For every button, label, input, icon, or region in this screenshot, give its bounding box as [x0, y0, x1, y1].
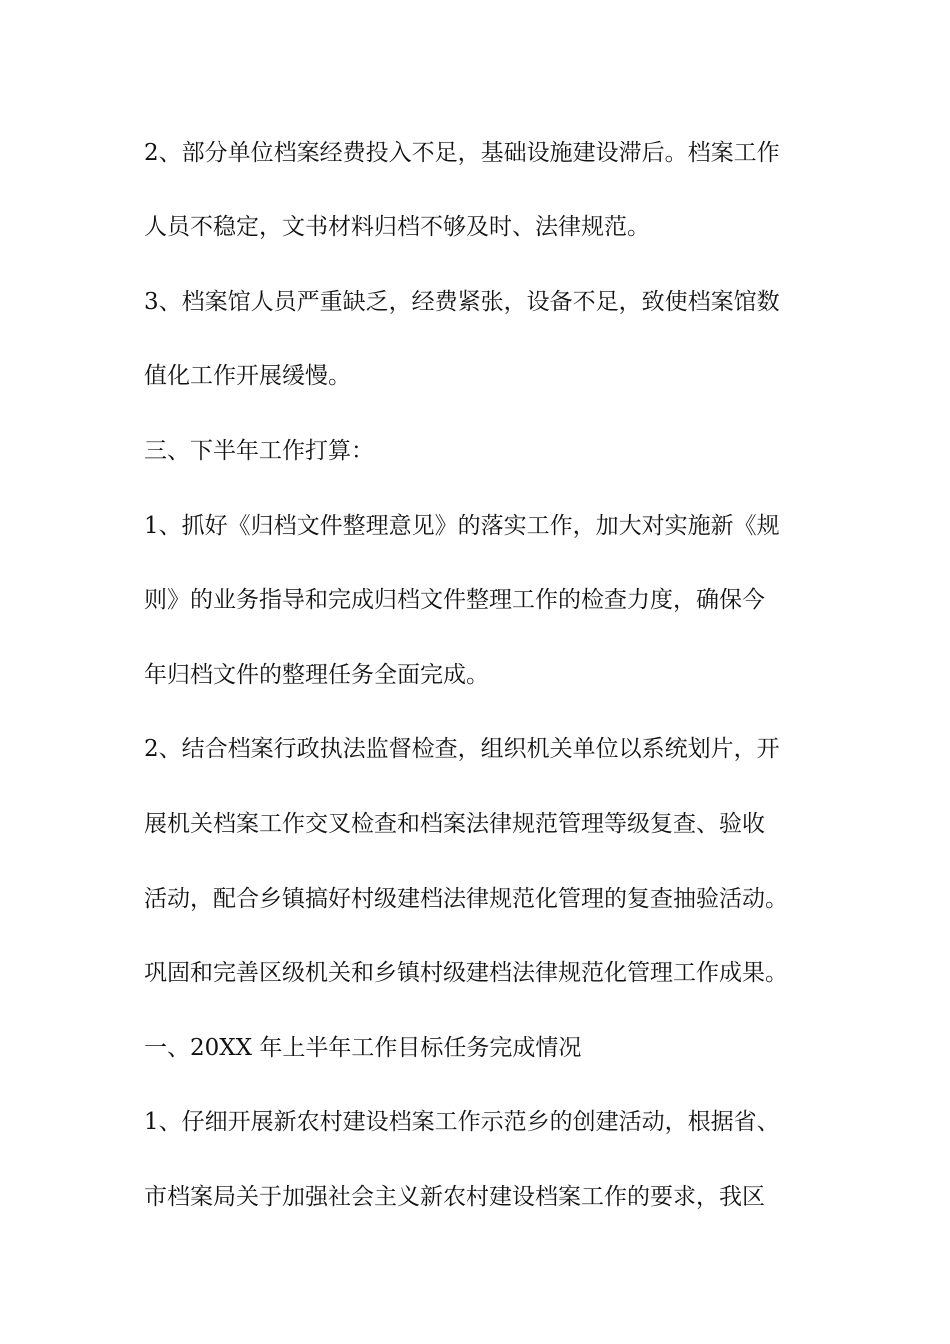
text-line: 活动，配合乡镇搞好村级建档法律规范化管理的复查抽验活动。 [144, 886, 788, 912]
text-line: 巩固和完善区级机关和乡镇村级建档法律规范化管理工作成果。 [144, 960, 788, 986]
text-line: 值化工作开展缓慢。 [144, 363, 351, 389]
section-heading: 三、下半年工作打算： [144, 438, 374, 464]
text-line: 2、结合档案行政执法监督检查，组织机关单位以系统划片，开 [144, 736, 780, 762]
text-line: 人员不稳定，文书材料归档不够及时、法律规范。 [144, 214, 650, 240]
text-line: 1、仔细开展新农村建设档案工作示范乡的创建活动，根据省、 [144, 1109, 780, 1135]
text-line: 市档案局关于加强社会主义新农村建设档案工作的要求，我区 [144, 1184, 765, 1210]
text-line: 年归档文件的整理任务全面完成。 [144, 662, 489, 688]
text-line: 2、部分单位档案经费投入不足，基础设施建设滞后。档案工作 [144, 140, 780, 166]
text-line: 展机关档案工作交叉检查和档案法律规范管理等级复查、验收 [144, 811, 765, 837]
text-line: 3、档案馆人员严重缺乏，经费紧张，设备不足，致使档案馆数 [144, 289, 780, 315]
text-line: 则》的业务指导和完成归档文件整理工作的检查力度，确保今 [144, 587, 765, 613]
text-line: 1、抓好《归档文件整理意见》的落实工作，加大对实施新《规 [144, 513, 780, 539]
section-heading: 一、20XX 年上半年工作目标任务完成情况 [144, 1035, 582, 1061]
